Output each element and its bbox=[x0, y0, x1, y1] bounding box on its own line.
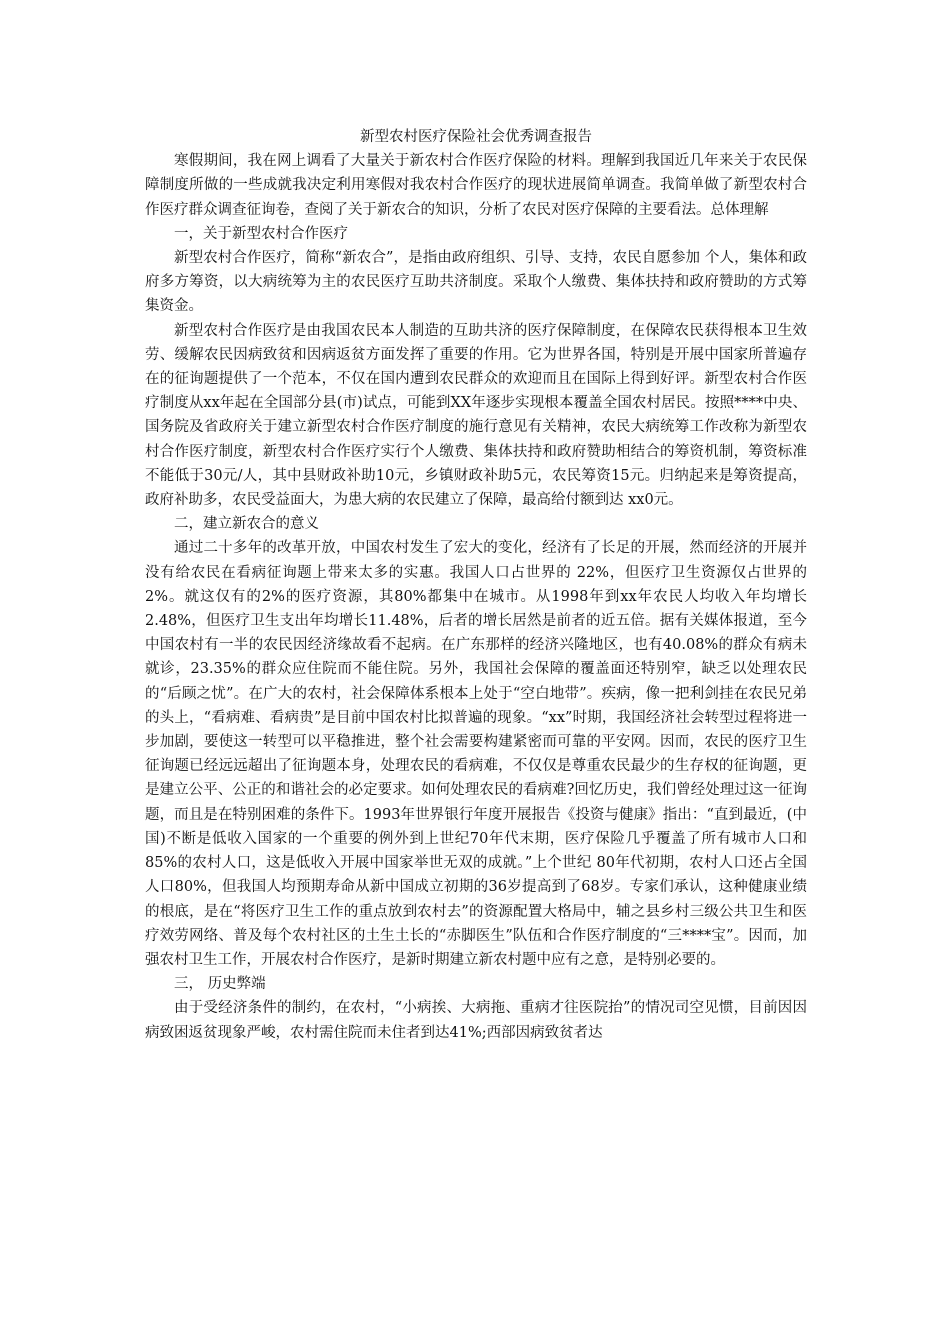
document-page bbox=[145, 125, 807, 1045]
body-paragraph: 新型农村合作医疗是由我国农民本人制造的互助共济的医疗保障制度，在保障农民获得根本卫生效劳、缓解农民因病致贫和因病返贫方面发挥了重要的作用。它为世界各国，特别是开展中国家所普遍存在的征询题提供了一个范本，不仅在国内遭到农民群众的欢迎而且在国际上得到好评。新型农村合作医疗制度从xx年起在全国部分县(市)试点，可能到XX年逐步实现根本覆盖全国农村居民。按照****中央、国务院及省政府关于建立新型农村合作医疗制度的施行意见有关精神，农民大病统筹工作改称为新型农村合作医疗制度，新型农村合作医疗实行个人缴费、集体扶持和政府赞助相结合的筹资机制，筹资标准不能低于30元/人，其中县财政补助10元，乡镇财政补助5元，农民筹资15元。归纳起来是筹资提高，政府补助多，农民受益面大，为患大病的农民建立了保障，最高给付额到达 xx0元。 bbox=[145, 322, 807, 509]
body-paragraph: 通过二十多年的改革开放，中国农村发生了宏大的变化，经济有了长足的开展，然而经济的开展并没有给农民在看病征询题上带来太多的实惠。我国人口占世界的 22%，但医疗卫生资源仅占世界的2%。就这仅有的2%的医疗资源，其80%都集中在城市。从1998年到xx年农民人均收入年均增长2.48%，但医疗卫生支出年均增长11.48%，后者的增长居然是前者的近五倍。据有关媒体报道，至今中国农村有一半的农民因经济缘故看不起病。在广东那样的经济兴隆地区，也有40.08%的群众有病未就诊，23.35%的群众应住院而不能住院。另外，我国社会保障的覆盖面还特别窄，缺乏以处理农民的“后顾之忧”。在广大的农村，社会保障体系根本上处于“空白地带”。疾病，像一把利剑挂在农民兄弟的头上，“看病难、看病贵”是目前中国农村比拟普遍的现象。“xx”时期，我国经济社会转型过程将进一步加剧，要使这一转型可以平稳推进，整个社会需要构建紧密而可靠的平安网。因而，农民的医疗卫生征询题已经远远超出了征询题本身，处理农民的看病难，不仅仅是尊重农民最少的生存权的征询题，更是建立公平、公正的和谐社会的必定要求。如何处理农民的看病难?回忆历史，我们曾经处理过这一征询题，而且是在特别困难的条件下。1993年世界银行年度开展报告《投资与健康》指出：“直到最近，(中国)不断是低收入国家的一个重要的例外到上世纪70年代末期，医疗保险几乎覆盖了所有城市人口和85%的农村人口，这是低收入开展中国家举世无双的成就。”上个世纪 80年代初期，农村人口还占全国人口80%，但我国人均预期寿命从新中国成立初期的36岁提高到了68岁。专家们承认，这种健康业绩的根底，是在“将医疗卫生工作的重点放到农村去”的资源配置大格局中，辅之县乡村三级公共卫生和医疗效劳网络、普及每个农村社区的土生土长的“赤脚医生”队伍和合作医疗制度的“三****宝”。因而，加强农村卫生工作，开展农村合作医疗，是新时期建立新农村题中应有之意，是特别必要的。 bbox=[145, 540, 807, 968]
body-paragraph: 新型农村合作医疗，简称“新农合”，是指由政府组织、引导、支持，农民自愿参加 个人，集体和政府多方筹资，以大病统筹为主的农民医疗互助共济制度。采取个人缴费、集体扶持和政府赞助的方式筹集资金。 bbox=[145, 250, 807, 315]
body-paragraph: 寒假期间，我在网上调看了大量关于新农村合作医疗保险的材料。理解到我国近几年来关于农民保障制度所做的一些成就我决定利用寒假对我农村合作医疗的现状进展简单调查。我简单做了新型农村合作医疗群众调查征询卷，查阅了关于新农合的知识，分析了农民对医疗保障的主要看法。总体理解 bbox=[145, 153, 807, 218]
document-title: 新型农村医疗保险社会优秀调查报告 bbox=[360, 129, 592, 145]
document-body bbox=[145, 149, 807, 1045]
section-heading: 三， 历史弊端 bbox=[174, 976, 266, 993]
body-paragraph: 由于受经济条件的制约，在农村，“小病挨、大病拖、重病才往医院抬”的情况司空见惯，目前因因病致困返贫现象严峻，农村需住院而未住者到达41%;西部因病致贫者达 bbox=[145, 1000, 807, 1041]
section-heading: 一，关于新型农村合作医疗 bbox=[174, 225, 348, 242]
section-heading: 二，建立新农合的意义 bbox=[174, 516, 319, 533]
